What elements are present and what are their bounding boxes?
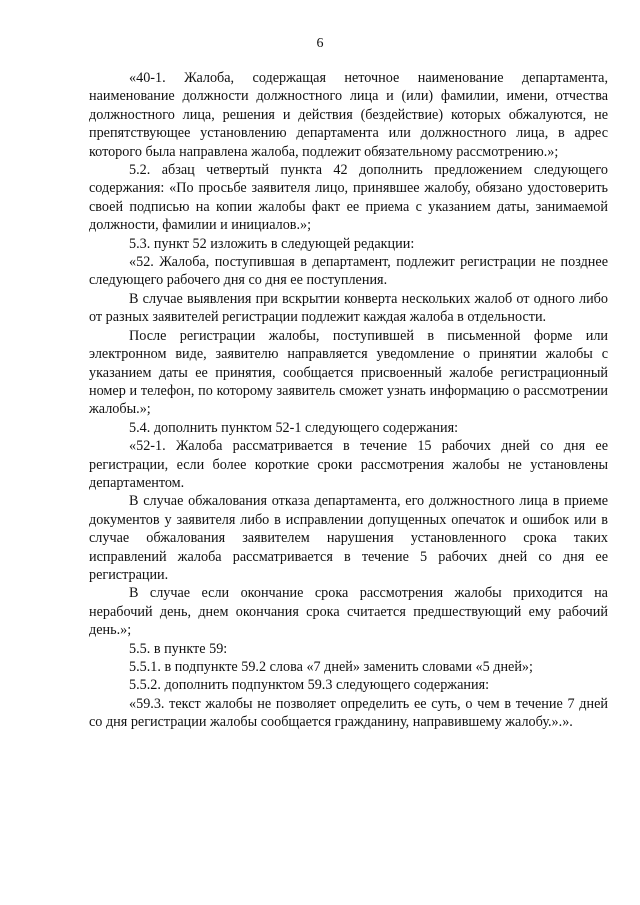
paragraph-item-52: «52. Жалоба, поступившая в департамент, подлежит регистрации не позднее следующего рабочего дня со дня ее поступления. bbox=[89, 254, 608, 289]
paragraph-item-52-multiple-complaints: В случае выявления при вскрытии конверта нескольких жалоб от одного либо от разных заявителей регистрации подлежит каждая жалоба в отдельности. bbox=[89, 290, 608, 326]
paragraph-amendment-5-5: 5.5. в пункте 59: bbox=[129, 640, 228, 657]
paragraph-amendment-5-3: 5.3. пункт 52 изложить в следующей редакции: bbox=[129, 235, 415, 252]
paragraph-amendment-5-5-2: 5.5.2. дополнить подпунктом 59.3 следующего содержания: bbox=[129, 677, 490, 694]
paragraph-amendment-5-5-1: 5.5.1. в подпункте 59.2 слова «7 дней» заменить словами «5 дней»; bbox=[129, 659, 533, 675]
paragraph-amendment-5-4: 5.4. дополнить пунктом 52-1 следующего содержания: bbox=[129, 419, 459, 436]
document-body bbox=[89, 69, 608, 732]
paragraph-item-52-notification: После регистрации жалобы, поступившей в письменной форме или электронном виде, заявителю направляется уведомление о принятии жалобы с указанием даты ее принятия, сообщается присвоенный жалобе регистрационный номер и телефон, по которому заявитель сможет узнать информацию о рассмотрении жалобы.»; bbox=[89, 327, 608, 418]
paragraph-amendment-5-2: 5.2. абзац четвертый пункта 42 дополнить предложением следующего содержания: «По просьбе заявителя лицо, принявшее жалобу, обязано удостоверить своей подписью на копии жалобы факт ее приема с указанием даты, занимаемой должности, фамилии и инициалов.»; bbox=[89, 162, 608, 234]
paragraph-item-52-1-refusal: В случае обжалования отказа департамента, его должностного лица в приеме документов у заявителя либо в исправлении допущенных опечаток и ошибок или в случае обжалования заявителем нарушения установленного срока таких исправлений жалоба рассматривается в течение 5 рабочих дней со дня ее регистрации. bbox=[89, 493, 608, 583]
page-number: 6 bbox=[316, 36, 324, 51]
paragraph-item-40-1: «40-1. Жалоба, содержащая неточное наименование департамента, наименование должности должностного лица и (или) фамилии, имени, отчества должностного лица, решения и действия (бездействие) которых обжалуются, не препятствующее установлению департамента или должностного лица, в адрес которого была направлена жалоба, подлежит обязательному рассмотрению.»; bbox=[89, 70, 608, 160]
paragraph-item-59-3: «59.3. текст жалобы не позволяет определить ее суть, о чем в течение 7 дней со дня регистрации жалобы сообщается гражданину, направившему жалобу.».». bbox=[89, 695, 608, 731]
paragraph-item-52-1-nonworking-day: В случае если окончание срока рассмотрения жалобы приходится на нерабочий день, днем окончания срока считается предшествующий ему рабочий день.»; bbox=[89, 585, 608, 639]
paragraph-item-52-1: «52-1. Жалоба рассматривается в течение 15 рабочих дней со дня ее регистрации, если более короткие сроки рассмотрения жалобы не установлены департаментом. bbox=[89, 438, 608, 491]
